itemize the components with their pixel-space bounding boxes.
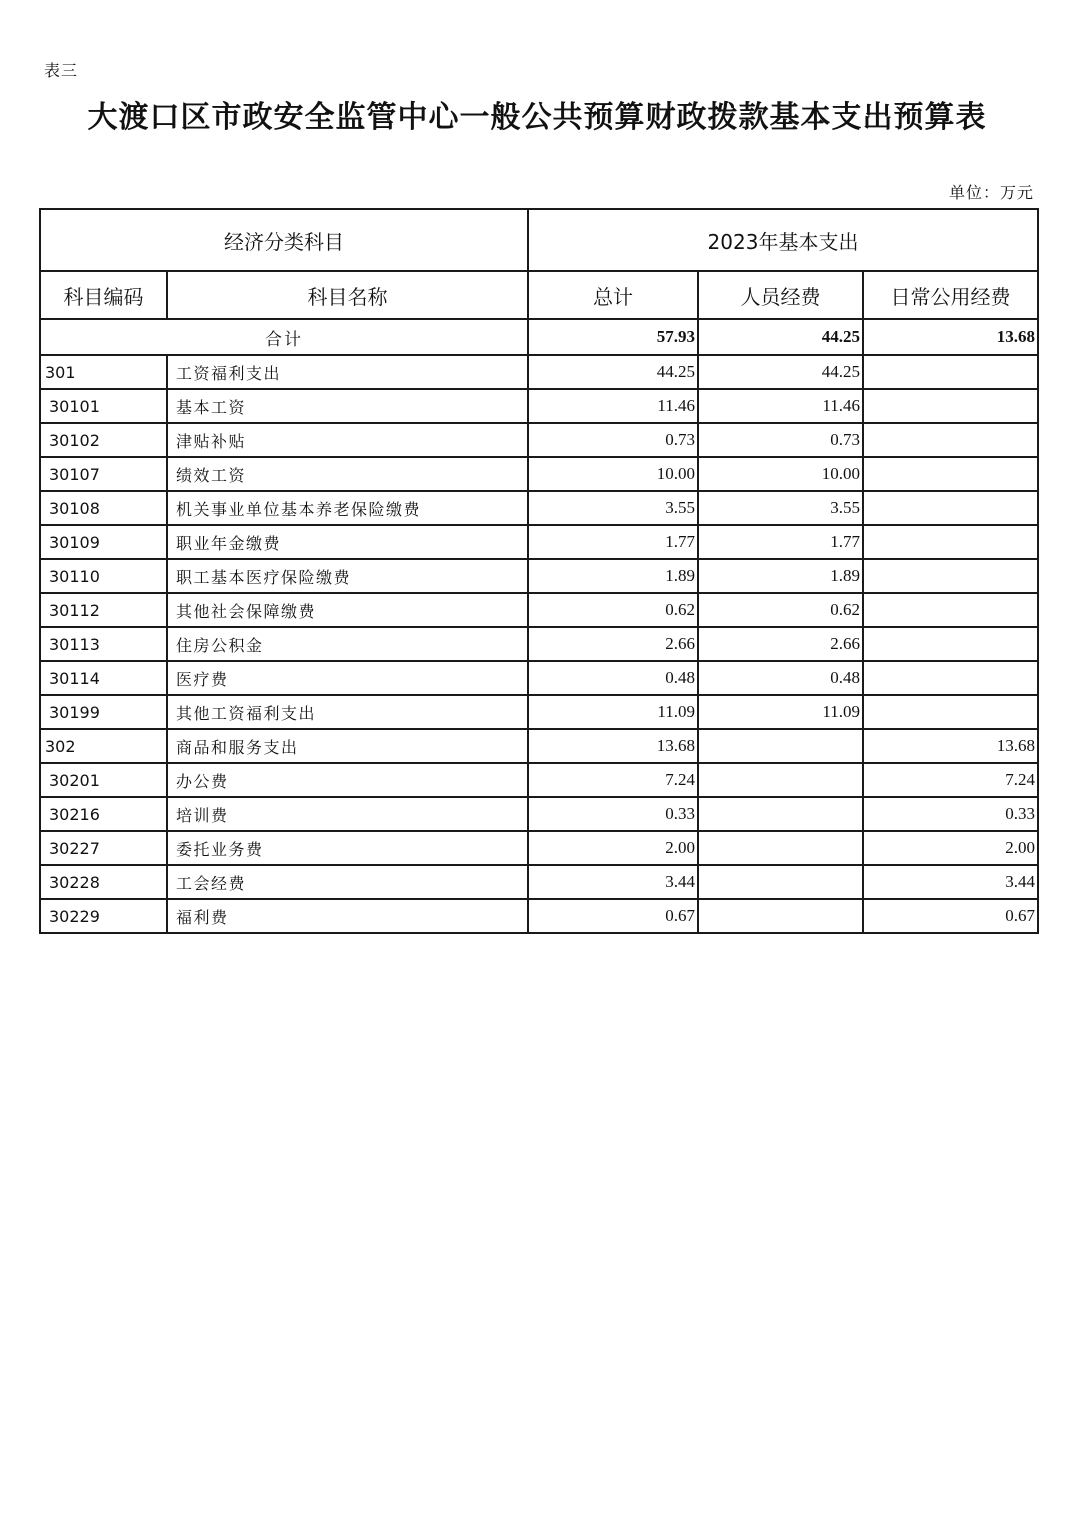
page-title: 大渡口区市政安全监管中心一般公共预算财政拨款基本支出预算表	[87, 100, 987, 135]
table-row	[40, 559, 1038, 593]
row-public	[863, 389, 1038, 423]
row-code: 30216	[40, 797, 167, 831]
header-personnel: 人员经费	[698, 271, 863, 319]
row-code: 30201	[40, 763, 167, 797]
header-name: 科目名称	[167, 271, 528, 319]
table-row	[40, 797, 1038, 831]
row-public: 13.68	[863, 729, 1038, 763]
row-public: 3.44	[863, 865, 1038, 899]
header-total: 总计	[528, 271, 698, 319]
header-code: 科目编码	[40, 271, 167, 319]
total-public: 13.68	[863, 319, 1038, 355]
row-code: 30114	[40, 661, 167, 695]
row-personnel	[698, 729, 863, 763]
row-name: 职工基本医疗保险缴费	[167, 559, 528, 593]
row-personnel	[698, 797, 863, 831]
row-name: 绩效工资	[167, 457, 528, 491]
row-personnel: 0.73	[698, 423, 863, 457]
row-total: 11.46	[528, 389, 698, 423]
table-row	[40, 695, 1038, 729]
row-name: 医疗费	[167, 661, 528, 695]
row-total: 3.55	[528, 491, 698, 525]
row-code: 30101	[40, 389, 167, 423]
row-public: 0.33	[863, 797, 1038, 831]
row-name: 机关事业单位基本养老保险缴费	[167, 491, 528, 525]
row-personnel: 1.89	[698, 559, 863, 593]
row-code: 30107	[40, 457, 167, 491]
total-sum: 57.93	[528, 319, 698, 355]
row-name: 住房公积金	[167, 627, 528, 661]
budget-table	[39, 208, 1039, 934]
row-public: 7.24	[863, 763, 1038, 797]
row-name: 基本工资	[167, 389, 528, 423]
row-total: 1.89	[528, 559, 698, 593]
row-total: 0.73	[528, 423, 698, 457]
row-code: 301	[40, 355, 167, 389]
row-code: 30112	[40, 593, 167, 627]
header-econ-category: 经济分类科目	[40, 209, 528, 271]
row-public	[863, 355, 1038, 389]
row-personnel	[698, 831, 863, 865]
row-name: 其他工资福利支出	[167, 695, 528, 729]
table-row	[40, 661, 1038, 695]
row-total: 13.68	[528, 729, 698, 763]
unit-label: 单位：万元	[948, 183, 1034, 202]
row-code: 30102	[40, 423, 167, 457]
row-public	[863, 593, 1038, 627]
row-total: 7.24	[528, 763, 698, 797]
row-total: 0.62	[528, 593, 698, 627]
total-personnel: 44.25	[698, 319, 863, 355]
row-total: 2.66	[528, 627, 698, 661]
row-public: 2.00	[863, 831, 1038, 865]
row-public	[863, 695, 1038, 729]
table-row	[40, 355, 1038, 389]
table-row	[40, 899, 1038, 933]
row-total: 0.48	[528, 661, 698, 695]
row-code: 302	[40, 729, 167, 763]
row-name: 工资福利支出	[167, 355, 528, 389]
total-row	[40, 319, 1038, 355]
row-total: 3.44	[528, 865, 698, 899]
row-total: 1.77	[528, 525, 698, 559]
table-row	[40, 763, 1038, 797]
row-personnel	[698, 763, 863, 797]
row-total: 11.09	[528, 695, 698, 729]
header-public: 日常公用经费	[863, 271, 1038, 319]
row-personnel: 10.00	[698, 457, 863, 491]
header-year-expense: 2023年基本支出	[528, 209, 1038, 271]
row-code: 30229	[40, 899, 167, 933]
row-name: 培训费	[167, 797, 528, 831]
row-public	[863, 423, 1038, 457]
row-public	[863, 559, 1038, 593]
row-personnel: 11.46	[698, 389, 863, 423]
row-name: 商品和服务支出	[167, 729, 528, 763]
row-total: 2.00	[528, 831, 698, 865]
row-personnel: 3.55	[698, 491, 863, 525]
row-personnel	[698, 899, 863, 933]
row-name: 办公费	[167, 763, 528, 797]
row-public	[863, 661, 1038, 695]
row-name: 其他社会保障缴费	[167, 593, 528, 627]
row-personnel: 2.66	[698, 627, 863, 661]
row-code: 30228	[40, 865, 167, 899]
table-row	[40, 457, 1038, 491]
row-personnel: 44.25	[698, 355, 863, 389]
row-code: 30227	[40, 831, 167, 865]
row-name: 津贴补贴	[167, 423, 528, 457]
row-name: 工会经费	[167, 865, 528, 899]
row-public	[863, 457, 1038, 491]
table-row	[40, 525, 1038, 559]
row-code: 30109	[40, 525, 167, 559]
row-public	[863, 525, 1038, 559]
table-row	[40, 593, 1038, 627]
table-row	[40, 389, 1038, 423]
row-total: 44.25	[528, 355, 698, 389]
row-total: 0.67	[528, 899, 698, 933]
table-label: 表三	[44, 61, 79, 80]
row-total: 10.00	[528, 457, 698, 491]
table-row	[40, 831, 1038, 865]
row-code: 30108	[40, 491, 167, 525]
table-row	[40, 423, 1038, 457]
row-name: 委托业务费	[167, 831, 528, 865]
table-row	[40, 729, 1038, 763]
table-row	[40, 627, 1038, 661]
row-name: 职业年金缴费	[167, 525, 528, 559]
row-personnel: 1.77	[698, 525, 863, 559]
row-public: 0.67	[863, 899, 1038, 933]
row-name: 福利费	[167, 899, 528, 933]
row-code: 30110	[40, 559, 167, 593]
row-total: 0.33	[528, 797, 698, 831]
table-row	[40, 865, 1038, 899]
row-code: 30113	[40, 627, 167, 661]
row-personnel: 0.48	[698, 661, 863, 695]
row-public	[863, 491, 1038, 525]
row-public	[863, 627, 1038, 661]
row-personnel	[698, 865, 863, 899]
table-row	[40, 491, 1038, 525]
row-personnel: 11.09	[698, 695, 863, 729]
total-label: 合计	[40, 319, 528, 355]
row-personnel: 0.62	[698, 593, 863, 627]
row-code: 30199	[40, 695, 167, 729]
